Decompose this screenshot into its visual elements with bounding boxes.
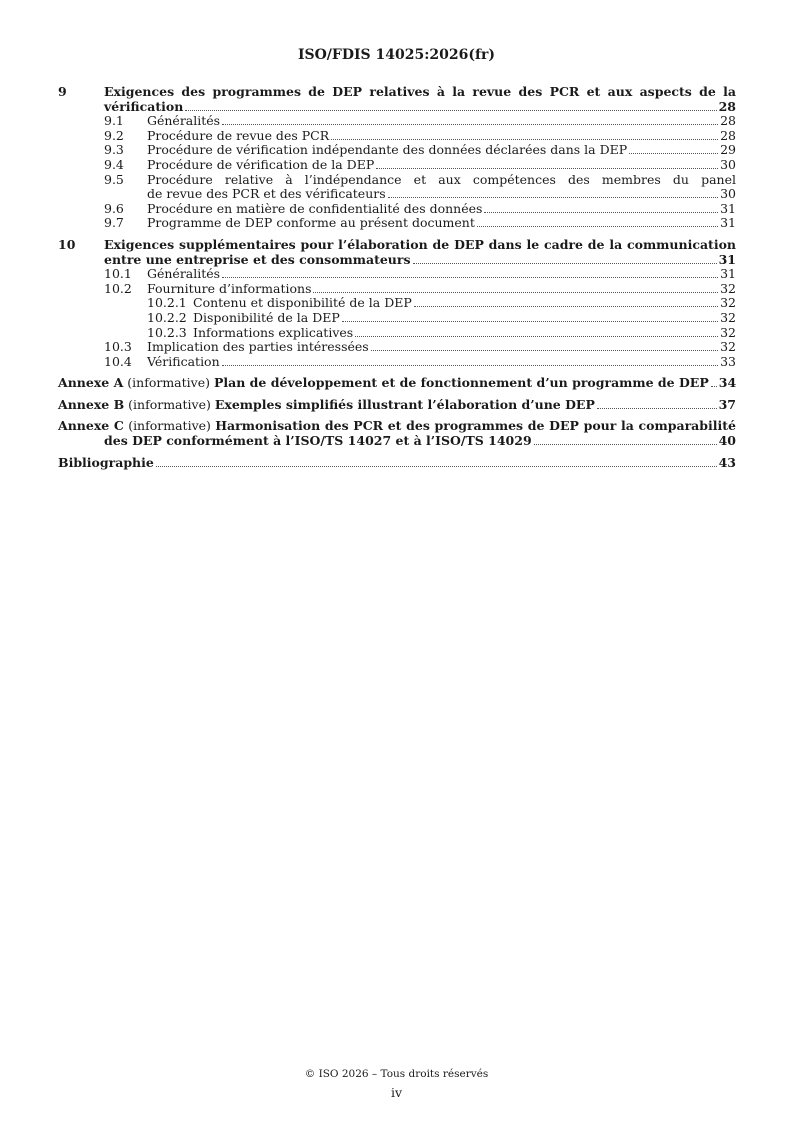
toc-entry-10[interactable] bbox=[58, 238, 736, 267]
annex-kind: (informative) bbox=[127, 375, 210, 391]
toc-entry-9-7[interactable] bbox=[58, 216, 736, 231]
leader-dots bbox=[156, 466, 717, 467]
toc-title: Bibliographie bbox=[58, 454, 154, 470]
toc-entry-bibliography[interactable] bbox=[58, 456, 736, 471]
leader-dots bbox=[371, 350, 718, 351]
toc-number: 10.2 bbox=[104, 280, 132, 296]
toc-number: 10 bbox=[58, 236, 76, 252]
toc-title: Programme de DEP conforme au présent document bbox=[147, 215, 475, 231]
toc-title-cont: vérification bbox=[104, 98, 184, 114]
toc-page: 32 bbox=[720, 295, 736, 311]
toc-entry-9[interactable] bbox=[58, 85, 736, 114]
toc-title: Généralités bbox=[147, 113, 221, 129]
toc-page: 32 bbox=[720, 280, 736, 296]
toc-number: 9.7 bbox=[104, 215, 124, 231]
leader-dots bbox=[413, 263, 717, 264]
toc-title: Disponibilité de la DEP bbox=[193, 309, 340, 325]
leader-dots bbox=[629, 153, 718, 154]
toc-page: 32 bbox=[720, 324, 736, 340]
leader-dots bbox=[477, 226, 718, 227]
toc-entry-9-1[interactable] bbox=[58, 114, 736, 129]
toc-number: 9.1 bbox=[104, 113, 124, 129]
toc-title: Implication des parties intéressées bbox=[147, 339, 369, 355]
toc-page: 28 bbox=[718, 98, 736, 114]
toc-entry-10-1[interactable] bbox=[58, 267, 736, 282]
leader-dots bbox=[222, 277, 718, 278]
leader-dots bbox=[597, 408, 717, 409]
toc-number: 9.3 bbox=[104, 142, 124, 158]
toc-title-cont: des DEP conformément à l’ISO/TS 14027 et à l’ISO/TS 14029 bbox=[104, 433, 532, 449]
toc-entry-10-2[interactable] bbox=[58, 282, 736, 297]
toc-title: Harmonisation des PCR et des programmes de DEP pour la comparabilité bbox=[215, 418, 736, 434]
toc-title: Vérification bbox=[147, 353, 220, 369]
toc-page: 31 bbox=[720, 215, 736, 231]
toc-page: 29 bbox=[720, 142, 736, 158]
toc-number: 10.4 bbox=[104, 353, 132, 369]
toc-title: Procédure de revue des PCR bbox=[147, 127, 330, 143]
leader-dots bbox=[355, 336, 718, 337]
toc-entry-9-6[interactable] bbox=[58, 202, 736, 217]
leader-dots bbox=[222, 124, 718, 125]
annex-label: Annexe A bbox=[58, 375, 124, 391]
toc-title-cont: de revue des PCR et des vérificateurs bbox=[147, 186, 386, 202]
toc-page: 30 bbox=[720, 156, 736, 172]
toc-page: 32 bbox=[720, 309, 736, 325]
document-header: ISO/FDIS 14025:2026(fr) bbox=[297, 47, 496, 63]
toc-entry-9-3[interactable] bbox=[58, 143, 736, 158]
toc-number: 9.4 bbox=[104, 156, 124, 172]
toc-title: Exemples simplifiés illustrant l’élaboration d’une DEP bbox=[214, 396, 595, 412]
copyright-notice: © ISO 2026 – Tous droits réservés bbox=[304, 1068, 489, 1080]
toc-page: 31 bbox=[718, 251, 736, 267]
toc-title-cont: entre une entreprise et des consommateurs bbox=[104, 251, 411, 267]
toc-page: 32 bbox=[720, 339, 736, 355]
toc-number: 10.1 bbox=[104, 266, 132, 282]
toc-title: Généralités bbox=[147, 266, 221, 282]
annex-label: Annexe C bbox=[58, 418, 124, 434]
toc-entry-10-2-2[interactable] bbox=[58, 311, 736, 326]
toc-entry-10-4[interactable] bbox=[58, 355, 736, 370]
toc-page: 34 bbox=[718, 375, 737, 391]
toc-page: 28 bbox=[720, 127, 736, 143]
leader-dots bbox=[484, 212, 718, 213]
leader-dots bbox=[711, 386, 717, 387]
toc-page: 40 bbox=[718, 433, 736, 449]
toc-number: 10.2.2 bbox=[147, 309, 187, 325]
toc-entry-9-2[interactable] bbox=[58, 129, 736, 144]
toc-page: 31 bbox=[720, 200, 736, 216]
toc-number: 9.5 bbox=[104, 171, 124, 187]
toc-page: 37 bbox=[718, 396, 736, 412]
toc-number: 9 bbox=[58, 84, 67, 99]
toc-entry-9-4[interactable] bbox=[58, 158, 736, 173]
toc-title: Procédure en matière de confidentialité des données bbox=[147, 200, 483, 216]
toc-page: 33 bbox=[720, 353, 736, 369]
toc-entry-10-3[interactable] bbox=[58, 340, 736, 355]
toc-title: Procédure relative à l’indépendance et aux compétences des membres du panel bbox=[147, 171, 736, 187]
toc-title: Informations explicatives bbox=[193, 324, 354, 340]
toc-entry-10-2-3[interactable] bbox=[58, 326, 736, 341]
leader-dots bbox=[376, 168, 718, 169]
annex-kind: (informative) bbox=[128, 396, 211, 412]
toc-entry-annex-c[interactable] bbox=[58, 419, 736, 448]
toc-title: Contenu et disponibilité de la DEP bbox=[193, 295, 412, 311]
leader-dots bbox=[313, 292, 718, 293]
leader-dots bbox=[222, 365, 718, 366]
toc-page: 28 bbox=[720, 113, 736, 129]
leader-dots bbox=[185, 110, 716, 111]
annex-kind: (informative) bbox=[128, 418, 211, 434]
page-number: iv bbox=[390, 1085, 403, 1100]
toc-title: Exigences supplémentaires pour l’élaboration de DEP dans le cadre de la communication bbox=[104, 236, 736, 252]
annex-label: Annexe B bbox=[58, 396, 125, 412]
toc-entry-annex-b[interactable] bbox=[58, 398, 736, 413]
toc-title: Plan de développement et de fonctionnement d’un programme de DEP bbox=[213, 375, 709, 391]
toc-title: Fourniture d’informations bbox=[147, 280, 312, 296]
toc-entry-annex-a[interactable] bbox=[58, 376, 736, 391]
leader-dots bbox=[388, 197, 718, 198]
toc-title: Exigences des programmes de DEP relatives à la revue des PCR et aux aspects de la bbox=[104, 84, 736, 99]
toc-entry-9-5[interactable] bbox=[58, 173, 736, 202]
toc-number: 10.2.1 bbox=[147, 295, 187, 311]
toc-title: Procédure de vérification indépendante des données déclarées dans la DEP bbox=[147, 142, 628, 158]
toc-number: 10.3 bbox=[104, 339, 132, 355]
leader-dots bbox=[342, 321, 718, 322]
toc-number: 9.2 bbox=[104, 127, 124, 143]
toc-page: 30 bbox=[720, 186, 736, 202]
spacer bbox=[58, 449, 736, 456]
leader-dots bbox=[414, 306, 718, 307]
toc-entry-10-2-1[interactable] bbox=[58, 296, 736, 311]
toc-page: 43 bbox=[718, 454, 736, 470]
table-of-contents bbox=[58, 85, 736, 470]
leader-dots bbox=[331, 139, 718, 140]
toc-number: 9.6 bbox=[104, 200, 124, 216]
toc-title: Procédure de vérification de la DEP bbox=[147, 156, 375, 172]
toc-page: 31 bbox=[720, 266, 736, 282]
toc-number: 10.2.3 bbox=[147, 324, 187, 340]
leader-dots bbox=[534, 444, 717, 445]
